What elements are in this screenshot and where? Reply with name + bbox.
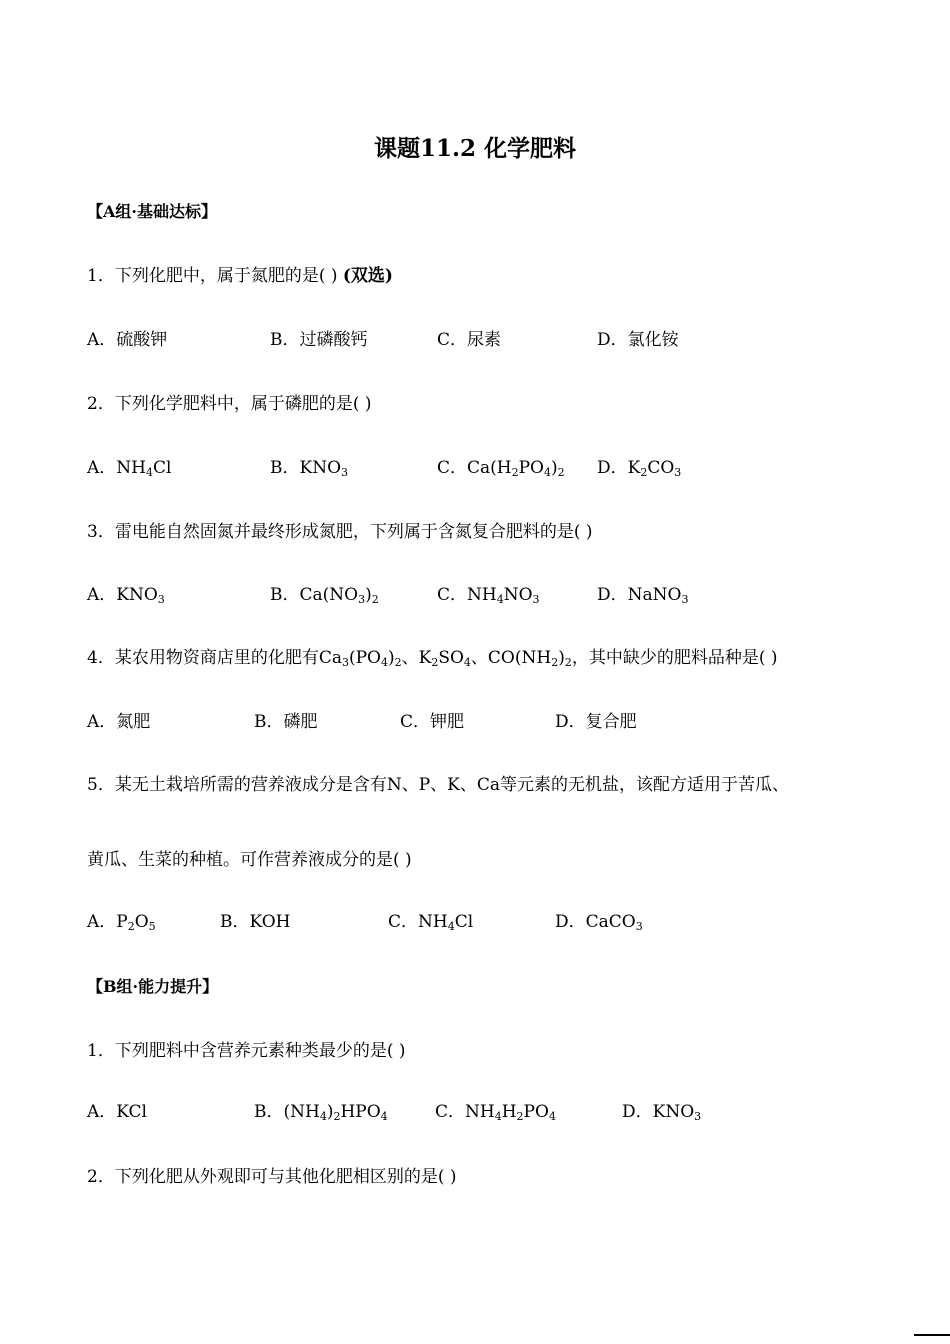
question-b1: 1．下列肥料中含营养元素种类最少的是( ) — [87, 1041, 406, 1061]
option-a: A．KCl — [87, 1102, 147, 1122]
question-a5-line1: 5．某无土栽培所需的营养液成分是含有N、P、K、Ca等元素的无机盐，该配方适用于苦瓜、 — [87, 775, 789, 795]
option-b: B．$Ca(NO_3)_2$ — [270, 585, 379, 606]
option-a: A．$KNO_3$ — [87, 585, 165, 606]
option-d: D．氯化铵 — [597, 330, 679, 350]
question-a1-tag: (双选) — [342, 266, 393, 286]
option-c: C．钾肥 — [400, 712, 465, 732]
option-b: B．磷肥 — [254, 712, 318, 732]
option-d: D．$K_2CO_3$ — [597, 458, 682, 479]
option-b: B．KOH — [220, 912, 291, 932]
options-b1 — [87, 1100, 887, 1124]
option-a: A．$NH_4Cl$ — [87, 458, 172, 479]
option-c: C．$NH_4Cl$ — [388, 912, 474, 933]
question-a2: 2．下列化学肥料中，属于磷肥的是( ) — [87, 394, 372, 414]
option-b: B．过磷酸钙 — [270, 330, 368, 350]
question-a1 — [87, 264, 393, 288]
options-a3 — [87, 583, 887, 607]
option-a: A．$P_2O_5$ — [87, 912, 156, 933]
options-a1 — [87, 328, 887, 352]
option-d: D．CaCO$_3$ — [555, 912, 643, 933]
question-a1-stem: 1．下列化肥中，属于氮肥的是( ) — [87, 266, 343, 286]
question-a5-line2: 黄瓜、生菜的种植。可作营养液成分的是( ) — [87, 850, 412, 870]
section-b-heading: 【B组·能力提升】 — [87, 977, 219, 996]
question-a4: 4．某农用物资商店里的化肥有$Ca_3(PO_4)_2$、$K_2SO_4$、$CO(NH_2)_2$，其中缺少的肥料品种是( ) — [87, 648, 778, 669]
option-a: A．氮肥 — [87, 712, 151, 732]
options-a2 — [87, 456, 887, 480]
option-a: A．硫酸钾 — [87, 330, 168, 350]
section-a-heading: 【A组·基础达标】 — [87, 202, 217, 221]
option-b: B．$(NH_4)_2HPO_4$ — [254, 1102, 388, 1123]
question-b2: 2．下列化肥从外观即可与其他化肥相区别的是( ) — [87, 1167, 457, 1187]
option-d: D．$KNO_3$ — [622, 1102, 702, 1123]
page-corner-line — [914, 1334, 950, 1336]
option-d: D．复合肥 — [555, 712, 637, 732]
question-a3: 3．雷电能自然固氮并最终形成氮肥，下列属于含氮复合肥料的是( ) — [87, 522, 593, 542]
option-c: C．$NH_4H_2PO_4$ — [435, 1102, 556, 1123]
option-c: C．$NH_4NO_3$ — [437, 585, 540, 606]
options-a4 — [87, 710, 887, 734]
page-title: 课题11.2 化学肥料 — [373, 135, 577, 162]
option-d: D．NaNO$_3$ — [597, 585, 689, 606]
options-a5 — [87, 910, 887, 934]
option-c: C．$Ca(H_2PO_4)_2$ — [437, 458, 565, 479]
option-b: B．$KNO_3$ — [270, 458, 349, 479]
option-c: C．尿素 — [437, 330, 502, 350]
